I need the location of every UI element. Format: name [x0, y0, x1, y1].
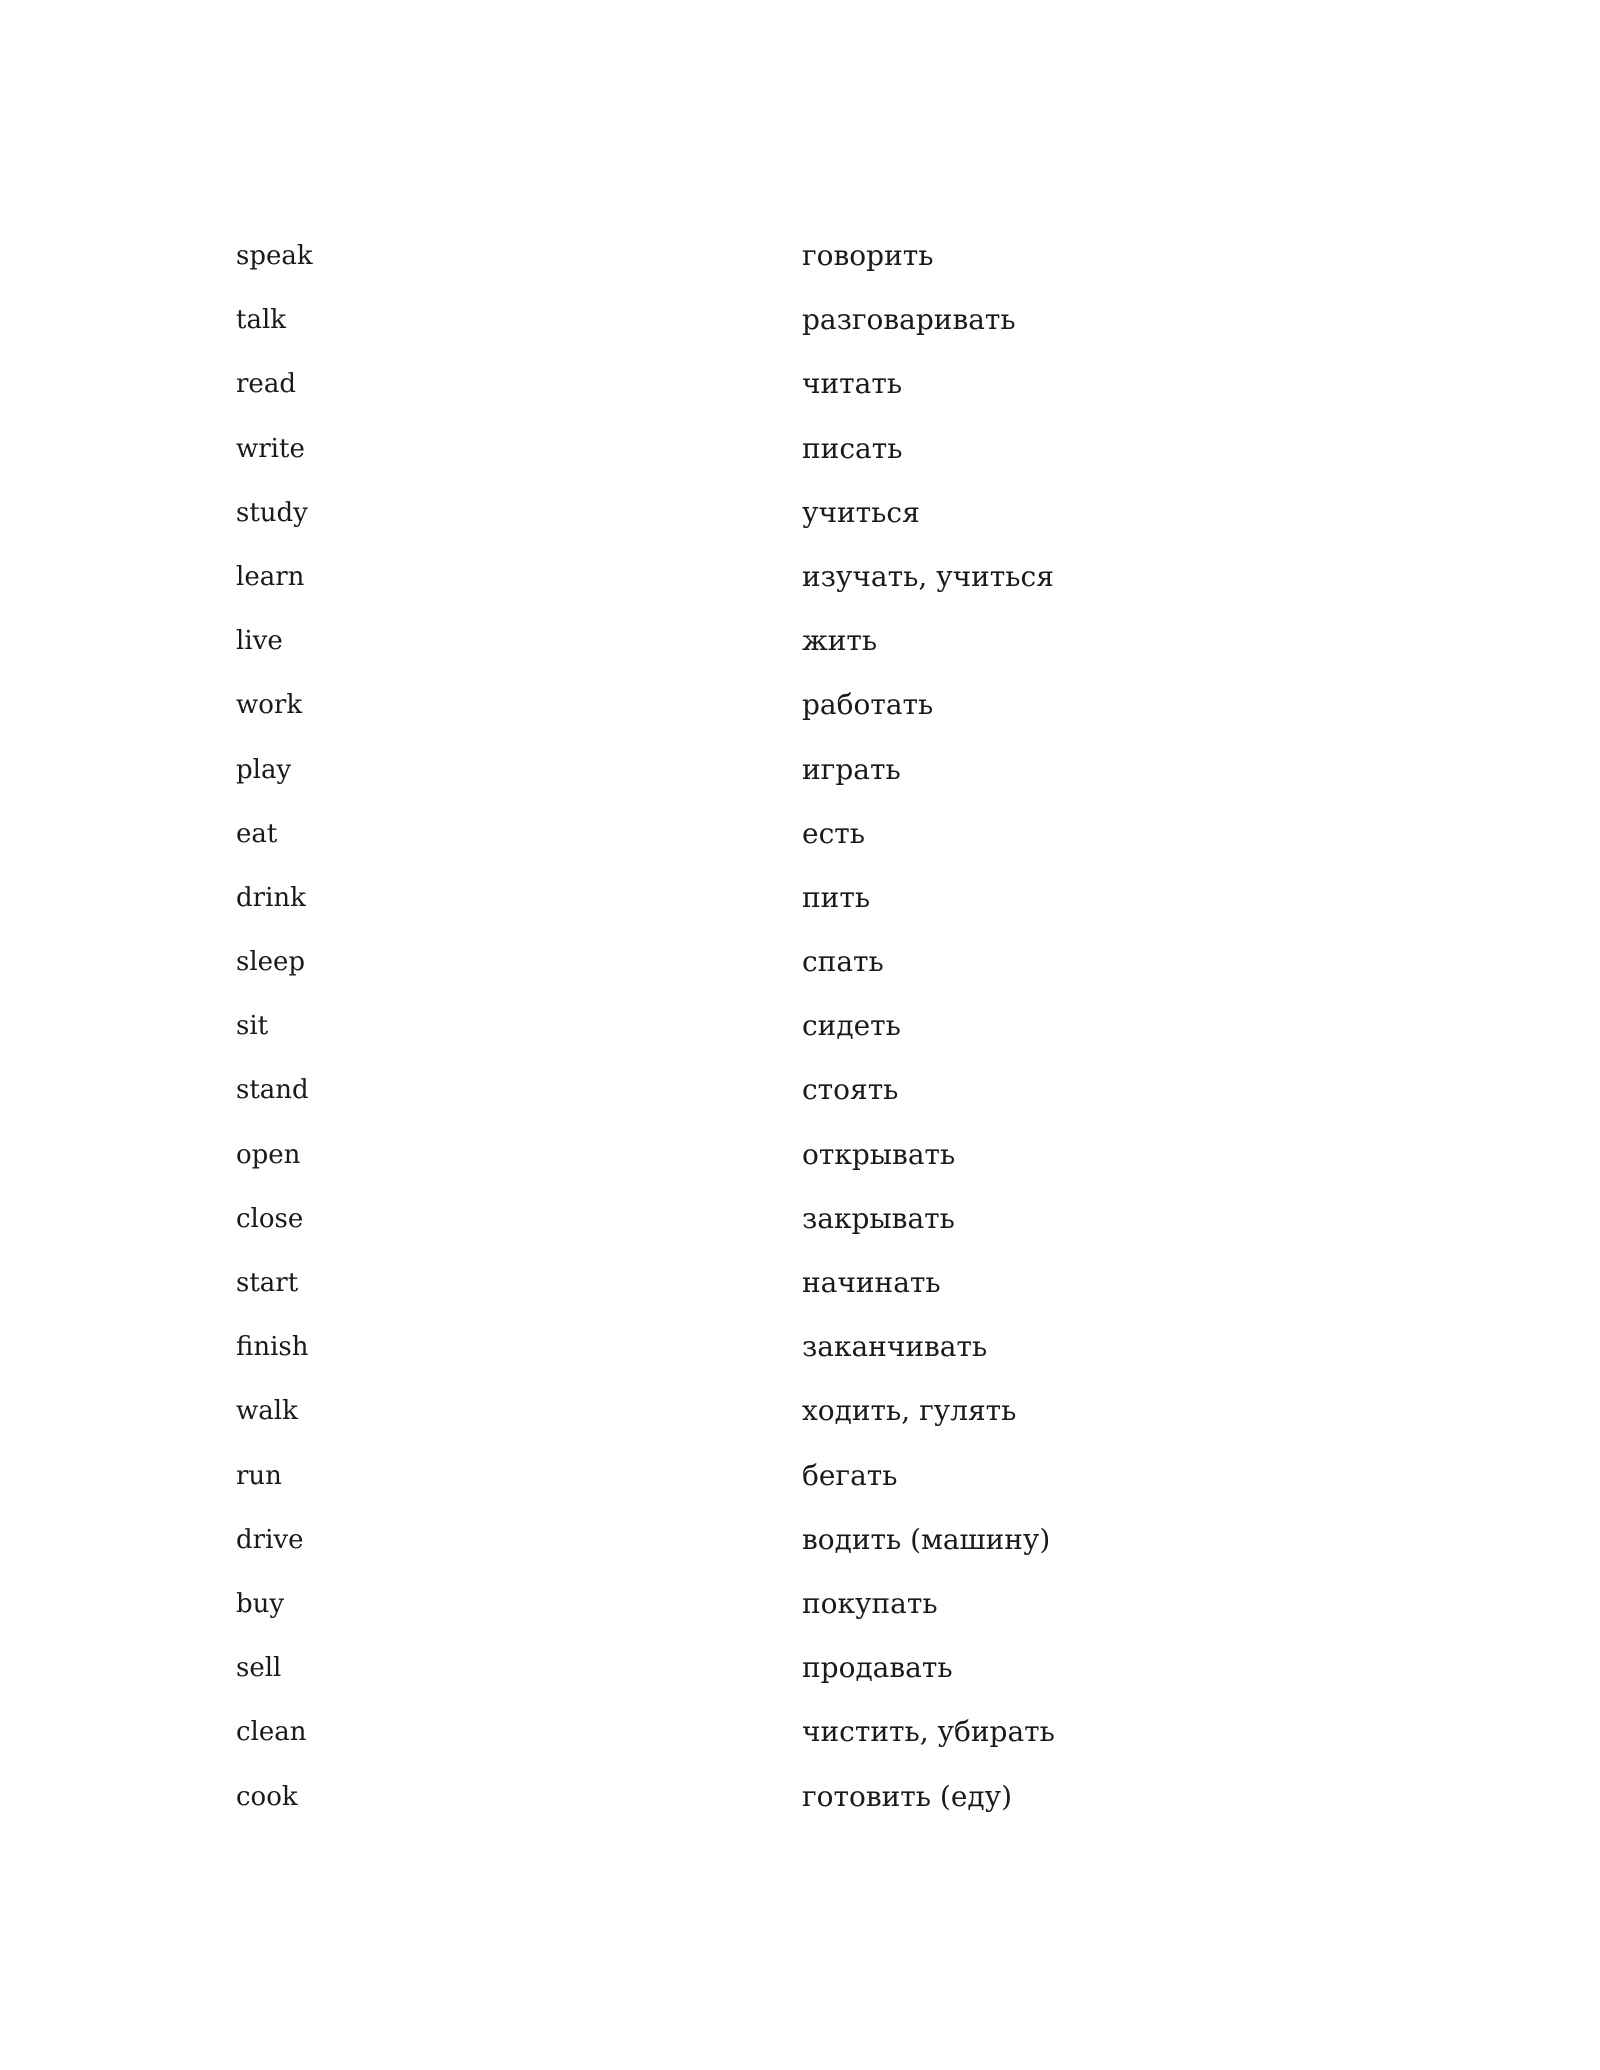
- english-word: finish: [236, 1332, 309, 1363]
- vocab-row: [0, 947, 1600, 1011]
- vocab-row: [0, 1653, 1600, 1717]
- english-word: speak: [236, 241, 313, 271]
- vocab-row: [0, 1137, 1600, 1204]
- vocab-row: [0, 752, 1600, 819]
- english-word: stand: [236, 1075, 309, 1106]
- english-word: close: [236, 1203, 304, 1234]
- russian-translation: чистить, убирать: [802, 1715, 1055, 1749]
- vocab-row: [0, 690, 1600, 754]
- english-word: sell: [236, 1653, 282, 1684]
- russian-translation: начинать: [802, 1266, 941, 1299]
- english-word: work: [236, 690, 303, 721]
- russian-translation: жить: [802, 624, 878, 658]
- english-word: open: [236, 1139, 301, 1170]
- russian-translation: открывать: [802, 1137, 956, 1171]
- english-word: cook: [236, 1781, 298, 1812]
- vocab-row: [0, 431, 1600, 498]
- russian-translation: закрывать: [802, 1201, 955, 1235]
- vocab-row: [0, 559, 1600, 626]
- russian-translation: готовить (еду): [802, 1779, 1013, 1813]
- english-word: learn: [236, 561, 305, 592]
- russian-translation: работать: [802, 688, 934, 722]
- russian-translation: водить (машину): [802, 1522, 1051, 1556]
- english-word: sleep: [236, 947, 306, 978]
- russian-translation: продавать: [802, 1651, 953, 1685]
- english-word: drive: [236, 1524, 304, 1555]
- english-word: start: [236, 1268, 299, 1298]
- russian-translation: стоять: [802, 1073, 899, 1107]
- vocab-row: [0, 1717, 1600, 1781]
- vocab-row: [0, 1268, 1600, 1332]
- english-word: play: [236, 754, 292, 785]
- russian-translation: покупать: [802, 1586, 938, 1620]
- vocabulary-list: [0, 241, 1600, 1846]
- english-word: write: [236, 433, 305, 464]
- vocab-row: [0, 880, 1600, 947]
- english-word: sit: [236, 1011, 269, 1042]
- english-word: talk: [236, 305, 287, 336]
- vocab-row: [0, 1011, 1600, 1075]
- russian-translation: спать: [802, 945, 884, 979]
- vocab-row: [0, 626, 1600, 690]
- vocab-row: [0, 305, 1600, 369]
- english-word: walk: [236, 1396, 298, 1427]
- vocab-row: [0, 1396, 1600, 1460]
- vocab-row: [0, 495, 1600, 562]
- russian-translation: бегать: [802, 1458, 898, 1492]
- russian-translation: есть: [802, 816, 865, 850]
- vocab-row: [0, 369, 1600, 433]
- english-word: drink: [236, 882, 306, 913]
- russian-translation: пить: [802, 880, 871, 914]
- english-word: clean: [236, 1717, 307, 1748]
- russian-translation: сидеть: [802, 1009, 901, 1043]
- vocab-row: [0, 1779, 1600, 1846]
- russian-translation: учиться: [802, 495, 920, 529]
- russian-translation: изучать, учиться: [802, 559, 1054, 593]
- russian-translation: играть: [802, 752, 901, 786]
- vocab-row: [0, 1201, 1600, 1268]
- english-word: live: [236, 626, 283, 657]
- vocab-row: [0, 1522, 1600, 1589]
- russian-translation: читать: [802, 367, 903, 401]
- russian-translation: разговаривать: [802, 303, 1016, 337]
- vocab-row: [0, 1458, 1600, 1525]
- vocab-row: [0, 816, 1600, 883]
- russian-translation: говорить: [802, 239, 934, 272]
- russian-translation: заканчивать: [802, 1330, 988, 1364]
- english-word: run: [236, 1460, 282, 1491]
- english-word: buy: [236, 1588, 285, 1619]
- vocab-row: [0, 1332, 1600, 1396]
- vocab-row: [0, 1586, 1600, 1653]
- vocab-row: [0, 241, 1600, 305]
- russian-translation: писать: [802, 431, 903, 465]
- english-word: read: [236, 369, 296, 400]
- russian-translation: ходить, гулять: [802, 1394, 1017, 1428]
- english-word: eat: [236, 818, 278, 849]
- english-word: study: [236, 497, 308, 528]
- vocab-row: [0, 1075, 1600, 1139]
